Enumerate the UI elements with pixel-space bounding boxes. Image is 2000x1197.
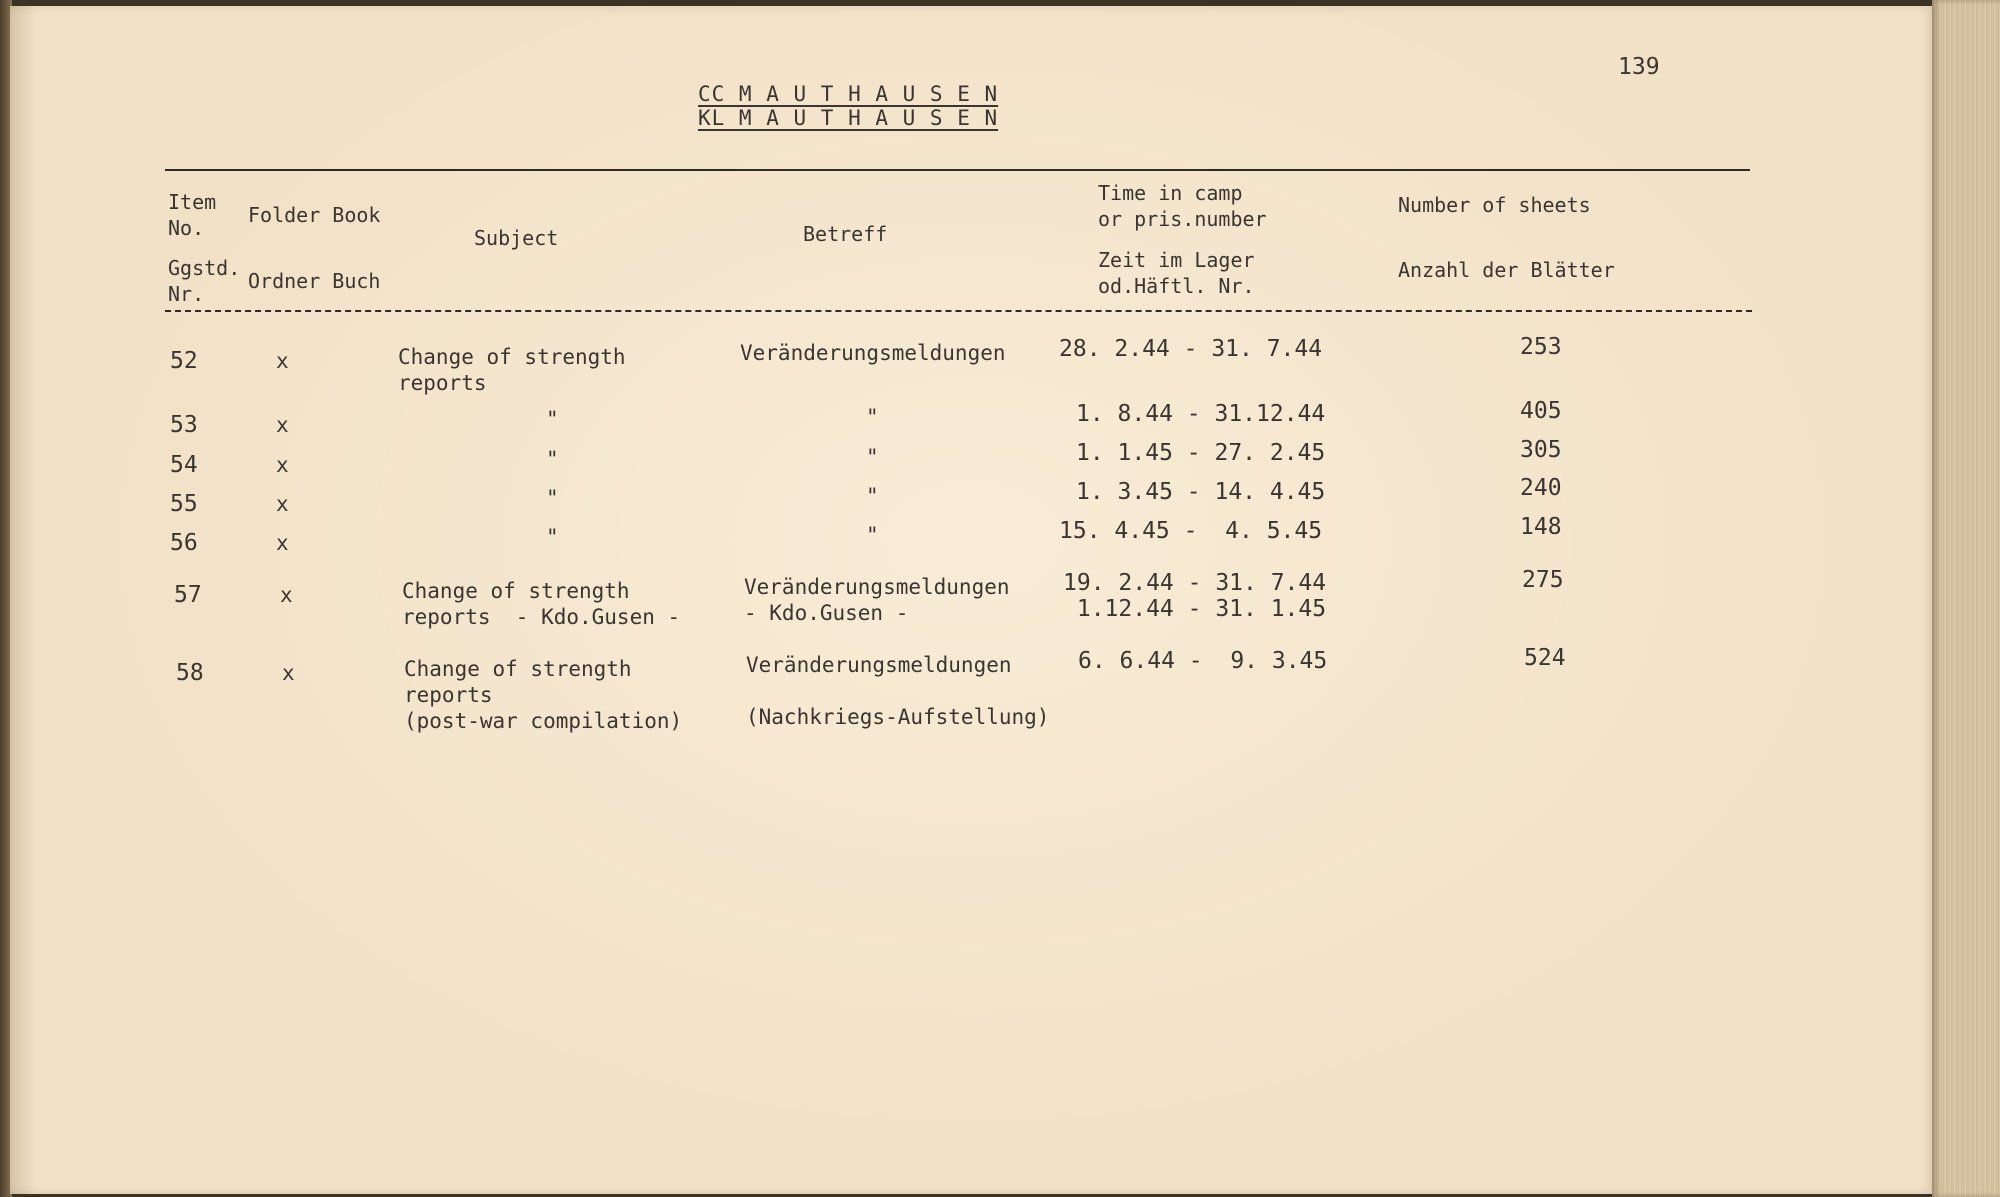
folder-mark: x [282,661,295,685]
header-time-german: Zeit im Lager od.Häftl. Nr. [1098,248,1255,298]
header-ordner-buch: Ordner Buch [248,269,381,293]
sheet-count: 148 [1520,514,1562,540]
header-time-english: Time in camp or pris.number [1098,181,1267,231]
time-range: 1. 1.45 - 27. 2.45 [1076,440,1326,466]
betreff-ditto: " [866,484,879,508]
betreff-ditto: " [866,405,879,429]
subject-ditto: " [546,447,559,471]
time-range: 1. 3.45 - 14. 4.45 [1076,479,1326,505]
time-range: 6. 6.44 - 9. 3.45 [1078,648,1328,674]
header-bottom-rule [165,310,1752,312]
sheet-count: 305 [1520,437,1562,463]
item-number: 55 [170,491,198,517]
betreff-ditto: " [866,523,879,547]
subject-ditto: " [546,525,559,549]
item-number: 54 [170,452,198,478]
time-range: 15. 4.45 - 4. 5.45 [1059,518,1323,544]
sheet-count: 524 [1524,645,1566,671]
item-number: 52 [170,348,198,374]
document-page [10,6,1935,1194]
folder-mark: x [280,583,293,607]
betreff-text: Veränderungsmeldungen - Kdo.Gusen - [744,575,1010,625]
time-range: 19. 2.44 - 31. 7.44 1.12.44 - 31. 1.45 [1063,570,1327,622]
time-range: 28. 2.44 - 31. 7.44 [1059,336,1323,362]
header-subject: Subject [474,226,559,250]
time-range: 1. 8.44 - 31.12.44 [1076,401,1326,427]
sheet-count: 275 [1522,567,1564,593]
header-betreff: Betreff [803,222,888,246]
folder-mark: x [276,492,289,516]
sheet-count: 405 [1520,398,1562,424]
title-line-english: CC M A U T H A U S E N [698,82,999,106]
header-top-rule [165,169,1750,171]
header-sheets-german: Anzahl der Blätter [1398,258,1615,282]
header-folder-book: Folder Book [248,203,381,227]
subject-text: Change of strength reports [398,345,626,395]
folder-mark: x [276,413,289,437]
page-edges [1932,0,2000,1197]
subject-ditto: " [546,486,559,510]
folder-mark: x [276,349,289,373]
folder-mark: x [276,453,289,477]
item-number: 58 [176,660,204,686]
betreff-text: Veränderungsmeldungen (Nachkriegs-Aufstellung) [746,653,1050,729]
folder-mark: x [276,531,289,555]
page-number: 139 [1618,54,1660,80]
betreff-text: Veränderungsmeldungen [740,341,1006,365]
header-ggstd-nr: Ggstd. Nr. [168,256,241,306]
sheet-count: 240 [1520,475,1562,501]
subject-text: Change of strength reports - Kdo.Gusen - [402,579,681,629]
title-line-german: KL M A U T H A U S E N [698,106,999,130]
header-item-no: Item No. [168,190,217,240]
item-number: 56 [170,530,198,556]
item-number: 53 [170,412,198,438]
item-number: 57 [174,582,202,608]
sheet-count: 253 [1520,334,1562,360]
subject-ditto: " [546,407,559,431]
subject-text: Change of strength reports (post-war compilation) [404,657,683,733]
betreff-ditto: " [866,445,879,469]
header-sheets-english: Number of sheets [1398,193,1591,217]
